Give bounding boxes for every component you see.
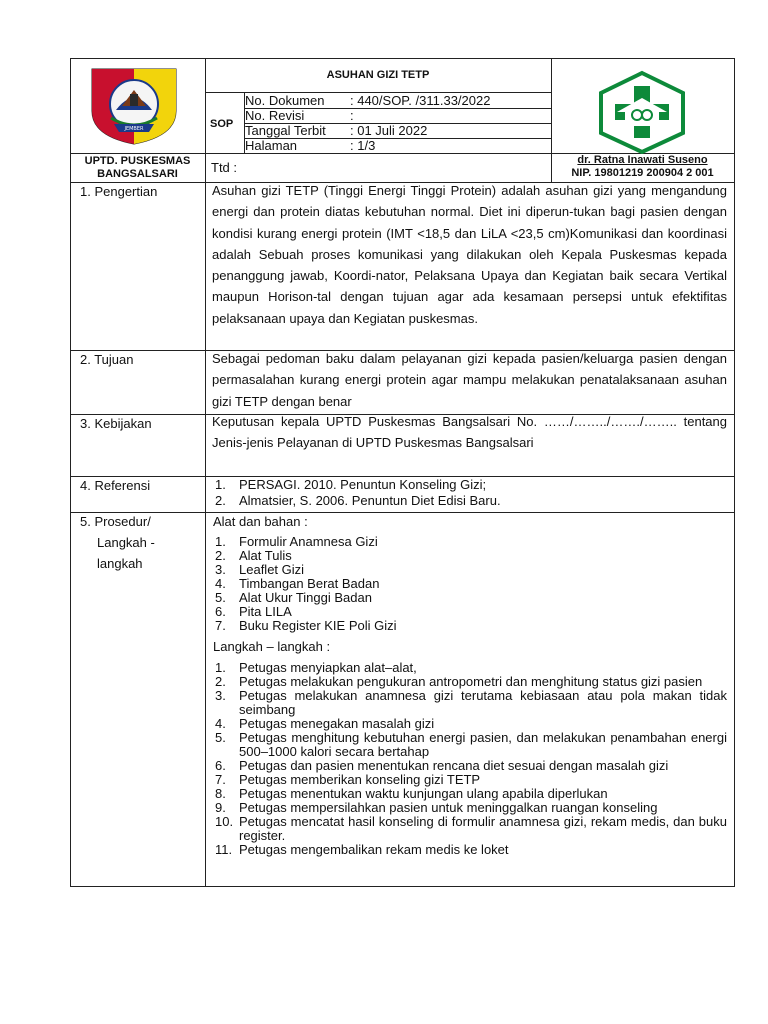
puskesmas-logo-icon (597, 70, 687, 154)
section-text-kebijakan: Keputusan kepala UPTD Puskesmas Bangsalsari No. ……/……../……./…….. tentang Jenis-jenis Pelayanan di UPTD Puskesmas Bangsalsari (212, 414, 727, 451)
list-item-number: 1. (215, 477, 226, 492)
list-item-text: Petugas mengembalikan rekam medis ke loket (239, 842, 509, 857)
document-title: ASUHAN GIZI TETP (326, 69, 430, 81)
section-label-tujuan: 2. Tujuan (80, 352, 134, 367)
list-item-text: Formulir Anamnesa Gizi (239, 534, 378, 549)
list-item (215, 563, 727, 577)
list-item-text: Petugas menegakan masalah gizi (239, 716, 435, 731)
list-item-number: 2. (215, 674, 226, 689)
list-item-text: Alat Ukur Tinggi Badan (239, 590, 372, 605)
list-item-text: Petugas menentukan waktu kunjungan ulang apabila diperlukan (239, 786, 608, 801)
list-item-number: 5. (215, 730, 226, 745)
tools-heading: Alat dan bahan : (213, 514, 308, 529)
list-item-number: 5. (215, 590, 226, 605)
signer-nip: NIP. 19801219 200904 2 001 (571, 167, 714, 179)
section-label-prosedur: langkah (97, 556, 143, 571)
list-item-text: Petugas melakukan anamnesa gizi terutama kebiasaan atau pola makan tidak seimbang (239, 688, 727, 717)
section-text-tujuan: Sebagai pedoman baku dalam pelayanan gizi kepada pasien/keluarga pasien dengan permasalahan kurang energi protein agar mampu melakukan penatalaksanaan asuhan gizi TETP dengan benar (212, 351, 727, 409)
list-item-text: Petugas mempersilahkan pasien untuk meninggalkan ruangan konseling (239, 800, 658, 815)
section-label-prosedur: 5. Prosedur/ (80, 514, 151, 529)
list-item (215, 787, 727, 801)
list-item (215, 717, 727, 731)
list-item-number: 2. (215, 548, 226, 563)
signer-name: dr. Ratna Inawati Suseno (577, 154, 708, 166)
doc-field-value: : 01 Juli 2022 (350, 123, 428, 138)
doc-field-value: : (350, 108, 354, 123)
list-item (215, 801, 727, 815)
list-item (215, 549, 727, 563)
steps-heading: Langkah – langkah : (213, 639, 331, 654)
org-name-line1: UPTD. PUSKESMAS (84, 155, 191, 167)
list-item (215, 773, 727, 787)
list-item-number: 10. (215, 814, 234, 829)
regency-crest-icon (89, 66, 179, 146)
tools-list (215, 535, 727, 633)
doc-field-label: No. Dokumen (245, 93, 325, 108)
list-item (215, 619, 727, 633)
list-item-number: 11. (215, 842, 233, 857)
list-item-text: Timbangan Berat Badan (239, 576, 380, 591)
list-item-text: PERSAGI. 2010. Penuntun Konseling Gizi; (239, 477, 487, 492)
list-item-number: 3. (215, 562, 226, 577)
list-item (215, 605, 727, 619)
list-item (215, 535, 727, 549)
list-item (215, 843, 727, 857)
list-item-number: 4. (215, 716, 226, 731)
doc-field-value: : 440/SOP. /311.33/2022 (350, 93, 491, 108)
list-item (215, 815, 727, 843)
list-item-text: Petugas mencatat hasil konseling di formulir anamnesa gizi, rekam medis, dan buku register. (239, 814, 727, 843)
list-item-number: 9. (215, 800, 226, 815)
list-item-number: 6. (215, 604, 226, 619)
list-item-number: 1. (215, 660, 226, 675)
list-item-text: Buku Register KIE Poli Gizi (239, 618, 397, 633)
list-item-number: 7. (215, 772, 226, 787)
list-item-text: Pita LILA (239, 604, 292, 619)
section-label-prosedur: Langkah - (97, 535, 155, 550)
sop-label: SOP (210, 118, 234, 130)
list-item (215, 577, 727, 591)
list-item-number: 3. (215, 688, 226, 703)
svg-text:JEMBER: JEMBER (124, 126, 144, 132)
doc-field-label: Halaman (245, 138, 298, 153)
section-label-kebijakan: 3. Kebijakan (80, 416, 152, 431)
list-item (215, 661, 727, 675)
list-item (215, 675, 727, 689)
list-item (215, 759, 727, 773)
list-item-text: Petugas memberikan konseling gizi TETP (239, 772, 481, 787)
section-label-referensi: 4. Referensi (80, 478, 151, 493)
doc-field-value: : 1/3 (350, 138, 376, 153)
list-item (215, 494, 725, 508)
list-item (215, 591, 727, 605)
list-item-text: Petugas dan pasien menentukan rencana diet sesuai dengan masalah gizi (239, 758, 669, 773)
doc-field-label: No. Revisi (245, 108, 305, 123)
ttd-label: Ttd : (211, 160, 238, 175)
list-item (215, 689, 727, 717)
list-item-text: Petugas melakukan pengukuran antropometri dan menghitung status gizi pasien (239, 674, 703, 689)
list-item-text: Leaflet Gizi (239, 562, 305, 577)
list-item (215, 478, 725, 492)
list-item-text: Petugas menyiapkan alat–alat, (239, 660, 417, 675)
list-item-number: 4. (215, 576, 226, 591)
section-label-pengertian: 1. Pengertian (80, 184, 158, 199)
org-name-line2: BANGSALSARI (97, 168, 178, 180)
list-item-number: 7. (215, 618, 226, 633)
reference-list (215, 478, 725, 508)
section-text-pengertian: Asuhan gizi TETP (Tinggi Energi Tinggi Protein) adalah asuhan gizi yang mengandung energi dan protein diatas kebutuhan normal. Diet ini diperun-tukan bagi pasien dengan kondisi kurang energi protein (IMT <18,5 dan LiLA <23,5 cm)Komunikasi dan koordinasi adalah Sebuah proses komunikasi yang dilakukan oleh Kepala Puskesmas kepada penanggung jawab, Koordi-nator, Pelaksana Upaya dan Kegiatan baik secara Vertikal maupun Horison-tal dengan tujuan agar ada kesamaan persepsi untuk efektifitas pelaksanaan upaya dan Kegiatan puskesmas. (212, 183, 727, 326)
list-item-number: 6. (215, 758, 226, 773)
steps-list (215, 661, 727, 857)
list-item (215, 731, 727, 759)
list-item-number: 1. (215, 534, 226, 549)
list-item-text: Alat Tulis (239, 548, 292, 563)
list-item-number: 2. (215, 493, 226, 508)
list-item-number: 8. (215, 786, 226, 801)
list-item-text: Petugas menghitung kebutuhan energi pasien, dan melakukan penambahan energi 500–1000 kalori secara bertahap (239, 730, 727, 759)
doc-field-label: Tanggal Terbit (245, 123, 326, 138)
list-item-text: Almatsier, S. 2006. Penuntun Diet Edisi Baru. (239, 493, 501, 508)
